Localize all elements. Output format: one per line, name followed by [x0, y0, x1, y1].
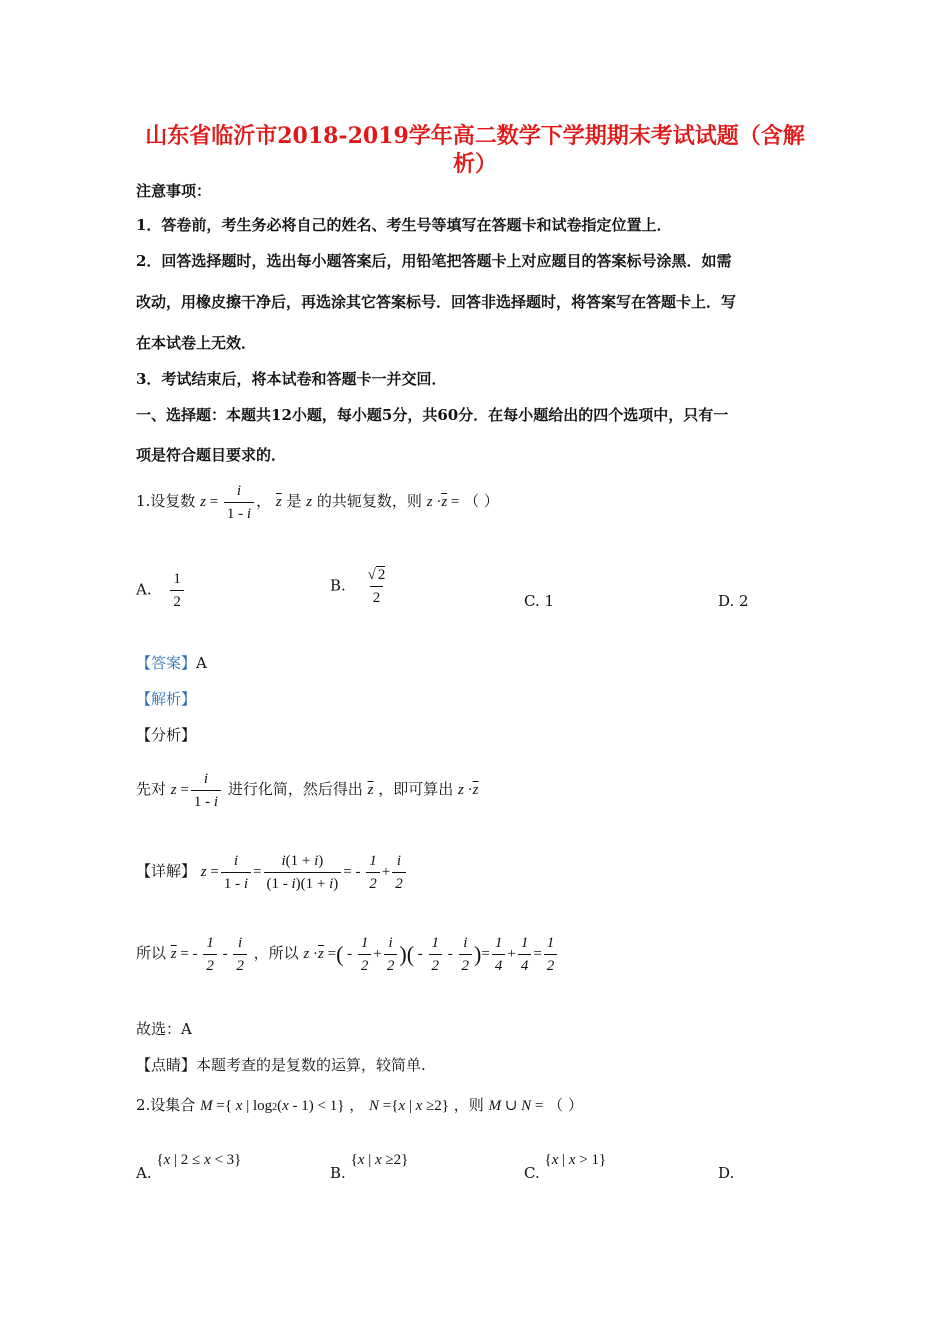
- q1-option-a: A. $\frac{1}{2}$: [136, 570, 186, 611]
- detail-line: 【详解】 z = $\frac{i}{1 - i}$ = $\frac{i(1 + i)}{(1 - i)(1 + i)}$ = - $\frac{1}{2}$ + $\frac{i}{2}$: [136, 852, 408, 893]
- notice-2a: 2．回答选择题时，选出每小题答案后，用铅笔把答题卡上对应题目的答案标号涂黑．如需: [136, 252, 732, 270]
- q1-paren: （ ）: [464, 491, 499, 510]
- q1-option-b-label: B.: [330, 576, 346, 595]
- q1-product: $z \cdot\overline{z}$ =: [426, 493, 460, 510]
- guxuan: 故选：A: [136, 1020, 192, 1038]
- set-m: M ={ x | log2(x - 1) < 1}: [200, 1098, 345, 1114]
- dianjing-text: 本题考查的是复数的运算，较简单.: [196, 1056, 426, 1074]
- q2-option-c-label: C.: [524, 1164, 540, 1182]
- q2-then: ，则: [453, 1096, 484, 1114]
- notice-2b: 改动，用橡皮擦干净后，再选涂其它答案标号．回答非选择题时，将答案写在答题卡上．写: [136, 293, 737, 311]
- fenxi-text: 先对 z = $\frac{i}{1 - i}$ 进行化简，然后得出 $\overline{z}$ ，即可算出 $z \cdot\overline{z}$: [136, 771, 479, 810]
- detail-tag: 【详解】: [136, 861, 197, 880]
- q1-equation: z = $\frac{i}{1 - i}$: [200, 494, 256, 510]
- q2-option-c: C. {x | x > 1}: [524, 1152, 607, 1182]
- q1-answer: [136, 652, 207, 673]
- answer-tag: 【答案】: [136, 654, 197, 672]
- q2-option-a: A. {x | 2 ≤ x < 3}: [136, 1152, 242, 1182]
- fenxi-tag: 【分析】: [136, 726, 197, 744]
- q1-text-mid2: 的共轭复数，则: [316, 491, 422, 510]
- notice-1: 1．答卷前，考生务必将自己的姓名、考生号等填写在答题卡和试卷指定位置上．: [136, 216, 672, 234]
- notice-3: 3．考试结束后，将本试卷和答题卡一并交回．: [136, 370, 447, 388]
- q1-option-b: B. $\frac{√ 2}{2}$: [330, 567, 386, 606]
- q2-prefix: 2.设集合: [136, 1096, 196, 1114]
- set-n: N ={x | x ≥2}: [369, 1098, 449, 1114]
- q1-text-mid: 是: [286, 491, 302, 510]
- section-line-1: 一、选择题：本题共12小题，每小题5分，共60分．在每小题给出的四个选项中，只有一: [136, 406, 729, 424]
- q1-option-c: C. 1: [524, 592, 555, 610]
- question-2: [136, 1094, 583, 1115]
- suoyi-line: 所以 $\overline{z}$ = - $\frac{1}{2}$ - $\frac{i}{2}$ ，所以 $z \cdot\overline{z}$ =( - $\frac{1}{2}$ + $\frac{i}{2}$ )( - $\frac{1}{2}$ - $\frac{i}{2}$ )= $\frac{1}{4}$ + $\frac{1}{4}$ = $\frac{1}{2}$: [136, 934, 559, 975]
- z-symbol: z: [306, 493, 313, 510]
- q2-union: M ∪ N =: [488, 1098, 544, 1114]
- q2-paren: （ ）: [548, 1096, 583, 1114]
- answer-value: A: [196, 654, 207, 672]
- dianjing-line: [136, 1054, 426, 1075]
- q1-option-a-label: A.: [136, 580, 152, 599]
- dianjing-tag: 【点睛】: [136, 1056, 197, 1074]
- q1-prefix: 1.设复数: [136, 491, 196, 510]
- analysis-tag: 【解析】: [136, 690, 197, 708]
- page-title: 山东省临沂市2018-2019学年高二数学下学期期末考试试题（含解析）: [145, 123, 805, 177]
- q2-option-a-label: A.: [136, 1164, 152, 1182]
- q1-option-d: D. 2: [718, 592, 749, 610]
- q2-option-d: D.: [718, 1164, 735, 1182]
- section-line-2: 项是符合题目要求的．: [136, 446, 287, 464]
- fenxi-pre: 先对: [136, 779, 167, 798]
- suoyi-2: ，所以: [253, 943, 299, 962]
- notice-2c: 在本试卷上无效．: [136, 334, 257, 352]
- z-bar: $\overline{z}$: [275, 493, 282, 510]
- question-1: 1.设复数 z = $\frac{i}{1 - i}$ ， $\overline{z}$ 是 z 的共轭复数，则 $z \cdot\overline{z}$ = （ ）: [136, 483, 499, 522]
- fenxi-mid: 进行化简，然后得出: [227, 779, 363, 798]
- suoyi-1: 所以: [136, 943, 167, 962]
- q2-sep: ，: [349, 1096, 365, 1114]
- q2-option-b-label: B.: [330, 1164, 346, 1182]
- notice-heading: 注意事项：: [136, 182, 212, 200]
- q2-option-b: B. {x | x ≥2}: [330, 1152, 409, 1182]
- fenxi-mid2: ，即可算出: [378, 779, 454, 798]
